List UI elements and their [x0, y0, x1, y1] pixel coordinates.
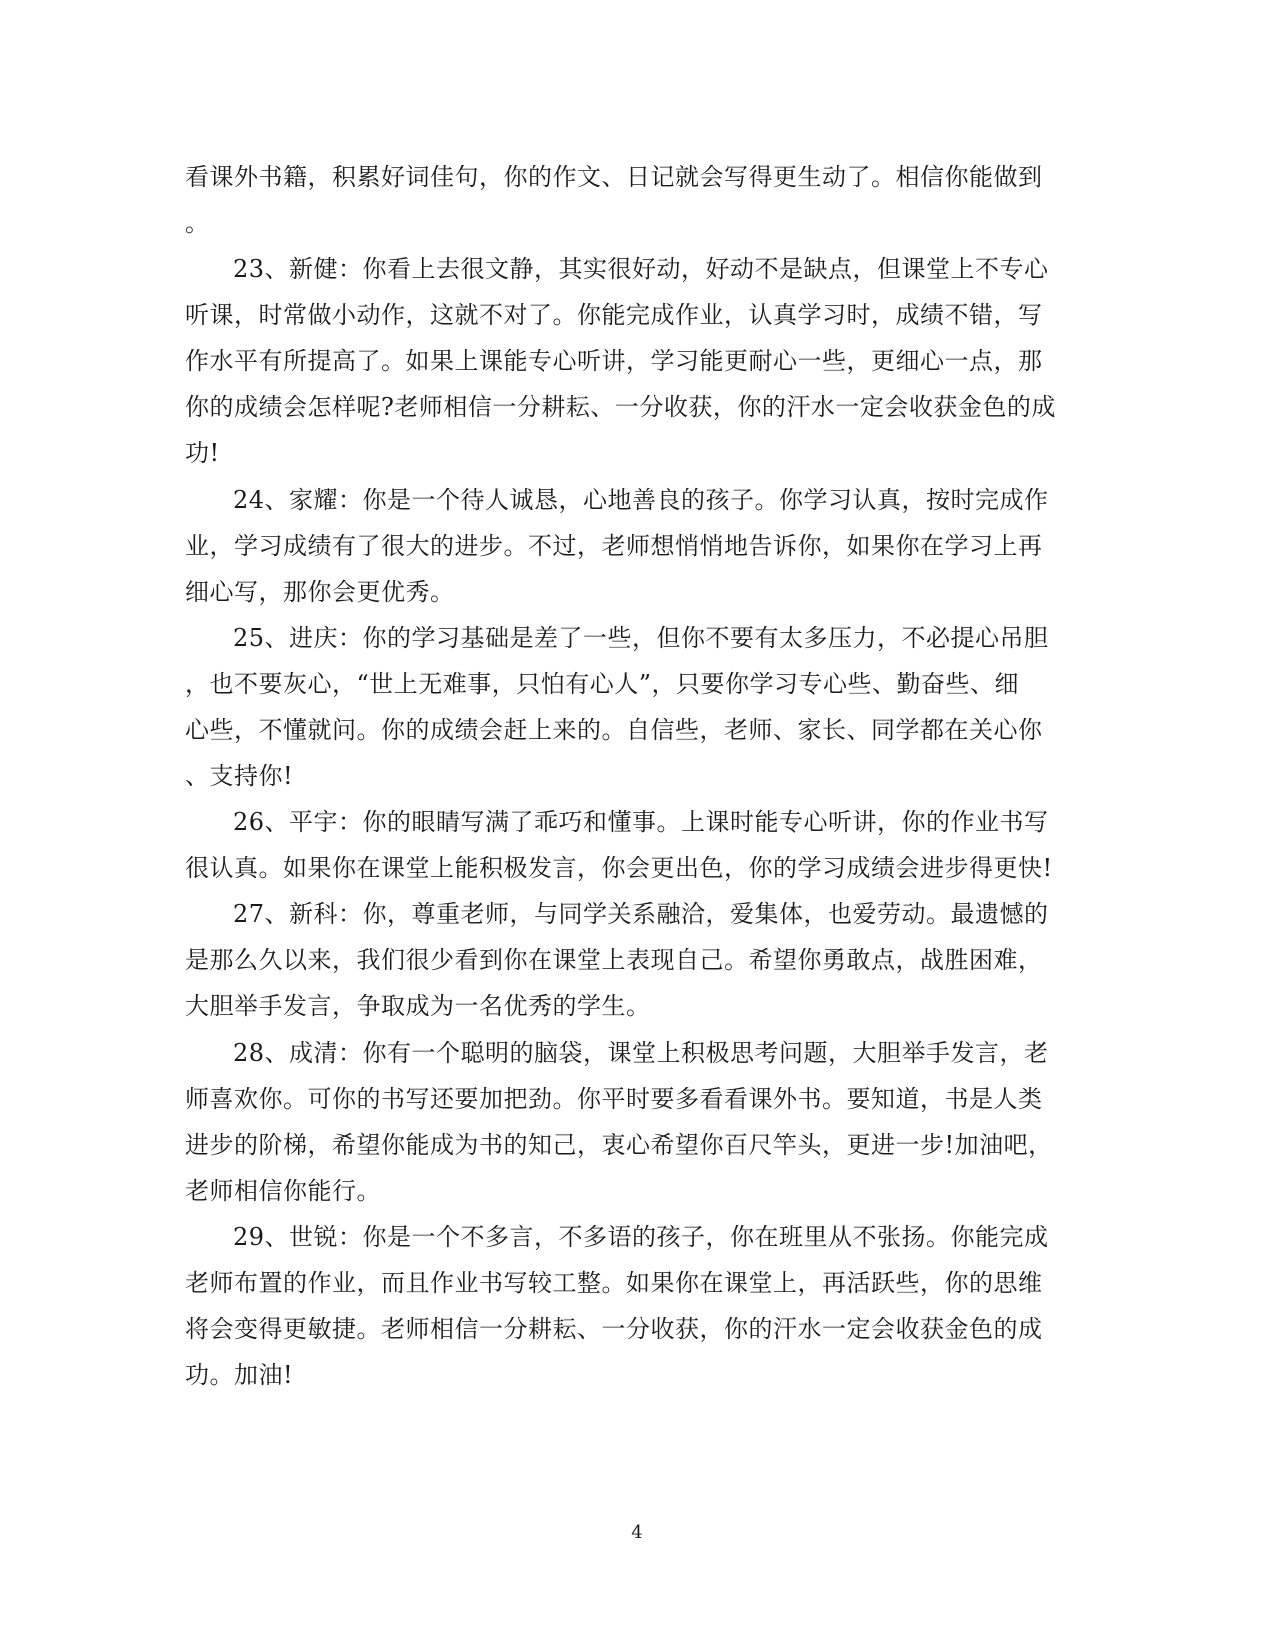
- paragraph-start-27: 27、新科：你，尊重老师，与同学关系融洽，爱集体，也爱劳动。最遗憾的: [233, 900, 1049, 928]
- text-line: 功。加油!: [185, 1361, 294, 1389]
- text-line: 业，学习成绩有了很大的进步。不过，老师想悄悄地告诉你，如果你在学习上再: [185, 532, 1043, 560]
- paragraph-start-23: 23、新健：你看上去很文静，其实很好动，好动不是缺点，但课堂上不专心: [233, 255, 1049, 283]
- paragraph-start-26: 26、平宇：你的眼睛写满了乖巧和懂事。上课时能专心听讲，你的作业书写: [233, 808, 1049, 836]
- text-line: 是那么久以来，我们很少看到你在课堂上表现自己。希望你勇敢点，战胜困难，: [185, 946, 1043, 974]
- text-line: 看课外书籍，积累好词佳句，你的作文、日记就会写得更生动了。相信你能做到: [185, 163, 1043, 191]
- text-line: 心些，不懂就问。你的成绩会赶上来的。自信些，老师、家长、同学都在关心你: [185, 716, 1043, 744]
- text-line: 大胆举手发言，争取成为一名优秀的学生。: [185, 992, 651, 1020]
- text-line: 老师布置的作业，而且作业书写较工整。如果你在课堂上，再活跃些，你的思维: [185, 1269, 1043, 1297]
- text-line: 作水平有所提高了。如果上课能专心听讲，学习能更耐心一些，更细心一点，那: [185, 347, 1043, 375]
- page-number: 4: [631, 1522, 643, 1543]
- text-line: 细心写，那你会更优秀。: [185, 578, 455, 606]
- text-line: 将会变得更敏捷。老师相信一分耕耘、一分收获，你的汗水一定会收获金色的成: [185, 1315, 1043, 1343]
- text-line: 师喜欢你。可你的书写还要加把劲。你平时要多看看课外书。要知道，书是人类: [185, 1085, 1043, 1113]
- paragraph-start-25: 25、进庆：你的学习基础是差了一些，但你不要有太多压力，不必提心吊胆: [233, 624, 1049, 652]
- text-line: 、支持你!: [185, 762, 294, 790]
- text-line: 功!: [185, 439, 220, 467]
- text-line: 你的成绩会怎样呢?老师相信一分耕耘、一分收获，你的汗水一定会收获金色的成: [185, 393, 1056, 421]
- text-line: 。: [185, 209, 210, 237]
- text-line: ，也不要灰心，“世上无难事，只怕有心人”，只要你学习专心些、勤奋些、细: [185, 670, 1020, 698]
- text-line: 进步的阶梯，希望你能成为书的知己，衷心希望你百尺竿头，更进一步!加油吧，: [185, 1131, 1053, 1159]
- text-line: 老师相信你能行。: [185, 1177, 381, 1205]
- paragraph-start-28: 28、成清：你有一个聪明的脑袋，课堂上积极思考问题，大胆举手发言，老: [233, 1039, 1049, 1067]
- paragraph-start-29: 29、世锐：你是一个不多言，不多语的孩子，你在班里从不张扬。你能完成: [233, 1223, 1049, 1251]
- paragraph-start-24: 24、家耀：你是一个待人诚恳，心地善良的孩子。你学习认真，按时完成作: [233, 486, 1049, 514]
- text-line: 听课，时常做小动作，这就不对了。你能完成作业，认真学习时，成绩不错，写: [185, 301, 1043, 329]
- text-line: 很认真。如果你在课堂上能积极发言，你会更出色，你的学习成绩会进步得更快!: [185, 854, 1053, 882]
